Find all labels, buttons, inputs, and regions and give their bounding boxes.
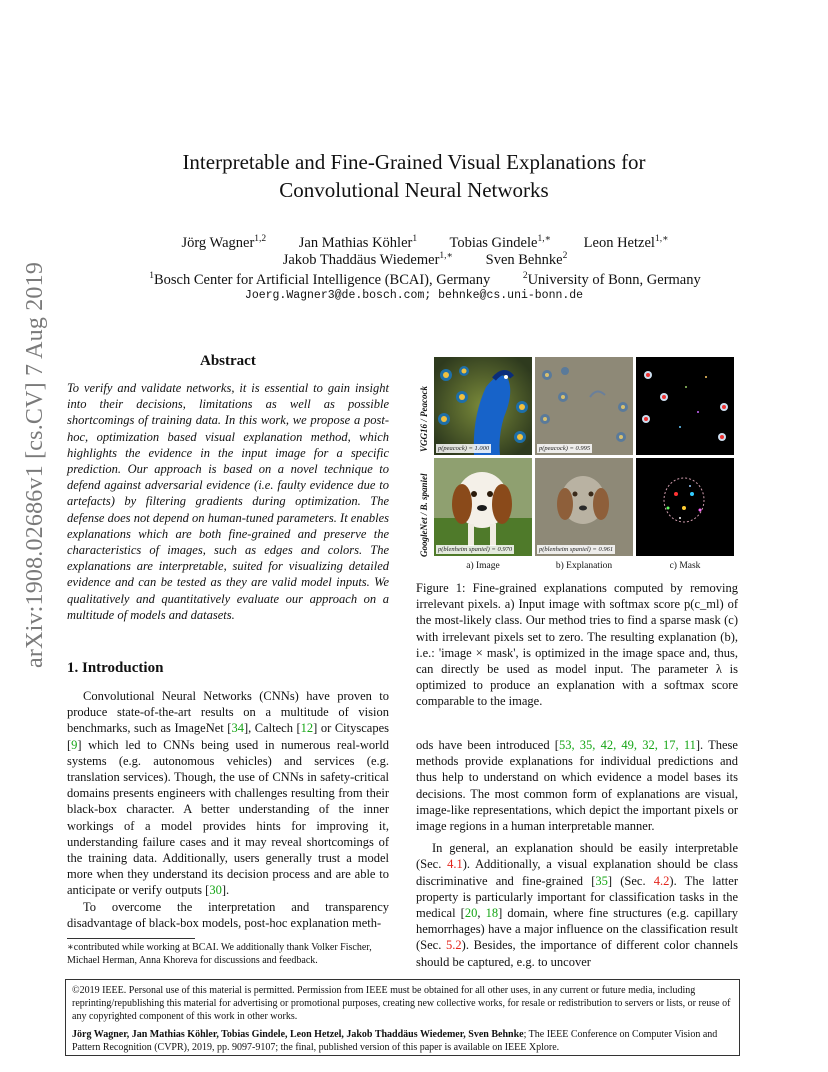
right-column-body [416,737,738,970]
paper-title [0,148,828,204]
spaniel-image-art [434,458,532,556]
affiliation-sup: 1 [149,271,154,281]
text-run: ). Besides, the importance of different color channels should be captured, e.g. to uncover [416,938,738,969]
citation-link[interactable]: 12 [300,721,314,736]
affiliation-1: Bosch Center for Artificial Intelligence (BCAI), Germany [153,271,491,288]
text-run: ). The latter property is particularly important for classification tasks in the medical [ [416,873,738,921]
affiliation-sup: 2 [522,271,528,281]
row-label-text: VGG16 / Peacock [419,386,429,452]
footnote-rule [67,938,195,939]
footnote: ∗contributed while working at BCAI. We additionally thank Volker Fischer, Michael Herman, Anna Khoreva for discussions and feedback. [67,942,372,966]
citation-link[interactable]: 53, 35, 42, 49, 32, 17, 11 [558,738,696,752]
affiliations [80,266,770,291]
figure-1 [416,357,738,577]
softmax-score: p(blenheim spaniel) = 0.970 [438,546,513,553]
text-run: ] (Sec. [607,873,654,888]
author-emails: Joerg.Wagner3@de.bosch.com; behnke@cs.uni-bonn.de [244,289,584,302]
spaniel-explanation [535,458,633,556]
citation-authors: Jörg Wagner, Jan Mathias Köhler, Tobias Gindele, Leon Hetzel, Jakob Thaddäus Wiedemer, Sven Behnke [72,1029,524,1040]
author-sup: 1,∗ [537,234,552,244]
text-run: ods have been introduced [ [416,738,559,752]
peacock-mask-art [636,357,734,455]
text-run: ). Additionally, a visual explanation should be class discriminative and fine-grained [ [416,857,738,888]
spaniel-mask [636,458,734,556]
peacock-mask [636,357,734,455]
text-run: ], Caltech [ [243,721,301,736]
arxiv-id: arXiv:1908.02686v1 [cs.CV] 7 Aug 2019 [22,261,48,668]
text-run: In general, an explanation should be easily interpretable (Sec. [416,841,738,872]
right-paragraph-1 [416,737,738,834]
citation-link[interactable]: 34 [231,721,244,736]
text-run: ] domain, where fine structures (e.g. capillary hemorrhages) have a major influence on the classification result (Sec. [416,906,738,953]
citation-link[interactable]: 35 [595,873,608,888]
author: Tobias Gindele [449,234,538,251]
section-link[interactable]: 4.1 [447,857,463,872]
text-run: Convolutional Neural Networks (CNNs) have proven to produce state-of-the-art results on a multitude of vision benchmarks, such as ImageNet [ [67,689,389,736]
peacock-image [434,357,532,455]
abstract-heading: Abstract [200,353,256,369]
author: Sven Behnke [485,251,563,268]
author: Jan Mathias Köhler [298,234,413,251]
author-sup: 1,∗ [654,234,669,244]
intro-paragraph-2: To overcome the interpretation and transparency disadvantage of black-box models, post-hoc explanation meth- [67,899,389,930]
column-caption-explanation: b) Explanation [555,561,613,571]
author: Jakob Thaddäus Wiedemer [282,251,440,268]
affiliation-2: University of Bonn, Germany [527,271,701,288]
author-sup: 1 [412,234,418,244]
softmax-score: p(peacock) = 1.000 [438,445,490,452]
intro-paragraph-1 [67,688,389,899]
author: Jörg Wagner [181,234,255,251]
citation-link[interactable]: 30 [209,883,222,898]
right-paragraph-2 [416,840,738,970]
text-run: ] or Cityscapes [ [67,721,389,752]
copyright-notice [65,979,740,1056]
peacock-explanation [535,357,633,455]
introduction-body [67,688,389,931]
softmax-score: p(peacock) = 0.995 [539,445,591,452]
column-caption-image: a) Image [466,561,500,571]
spaniel-image [434,458,532,556]
softmax-score: p(blenheim spaniel) = 0.961 [539,546,614,553]
author-sup: 1,2 [254,234,267,244]
spaniel-mask-art [636,458,734,556]
spaniel-explanation-art [535,458,633,556]
citation-link[interactable]: 9 [71,737,78,752]
abstract-text: To verify and validate networks, it is essential to gain insight into their decisions, limitations as well as possible shortcomings of training data. In this work, we propose a post-hoc, optimization based visual explanation method, which highlights the evidence in the input image for a specific prediction. Our approach is based on a novel technique to defend against adversarial evidence (i.e. faulty evidence due to artefacts) by filtering gradients during optimization. The defense does not depend on human-tuned parameters. It enables explanations which are both fine-grained and preserve the characteristics of images, such as edges and colors. The explanations are interpretable, suited for visualizing detailed evidence and can be tested as they are valid model inputs. We qualitatively and quantitatively evaluate our approach on a multitude of models and datasets. [67,381,389,622]
citation-line [72,1028,733,1054]
author-sup: 1,∗ [439,251,454,261]
text-run: ]. [221,883,230,898]
section-link[interactable]: 4.2 [653,873,670,888]
text-run: ]. These methods provide explanations for individual predictions and thus help to understand on which evidence a model bases its decisions. The most common form of explanations are visual, image-like representations, which depict the important pixels or image regions in a human interpretable manner. [416,738,738,834]
column-caption-mask: c) Mask [669,561,701,571]
citation-venue: ; The IEEE Conference on Computer Vision and Pattern Recognition (CVPR), 2019, pp. 9097-9107; the final, published version of this paper is available on IEEE Xplore. [72,1029,718,1053]
author-sup: 2 [562,251,568,261]
text-run: , [477,906,486,921]
title-line-1: Interpretable and Fine-Grained Visual Explanations for [182,150,646,174]
title-line-2: Convolutional Neural Networks [279,178,549,202]
citation-link[interactable]: 18 [485,906,499,921]
peacock-explanation-art [535,357,633,455]
section-heading-introduction: 1. Introduction [67,660,164,676]
text-run: ] which led to CNNs being used in numerous real-world systems (e.g. autonomous vehicles) and services (e.g. translation services). Though, the use of CNNs in safety-critical domains presents engineers with challenges resulting from their black-box character. A better understanding of the inner workings of a model provides hints for improving it, understanding failure cases and it may reveal shortcomings of the training data. Additionally, users generally trust a model more when they understand its decision process and are able to anticipate or verify outputs [ [67,737,389,898]
row-label-text: GoogleNet / B. spaniel [419,473,429,557]
copyright-line: ©2019 IEEE. Personal use of this material is permitted. Permission from IEEE must be obtained for all other uses, in any current or future media, including reprinting/republishing this material for advertising or promotional purposes, creating new collective works, for resale or redistribution to servers or lists, or reuse of any copyrighted component of this work in other works. [72,985,731,1022]
figure-1-caption: Figure 1: Fine-grained explanations computed by removing irrelevant pixels. a) Input image with softmax score p(c_ml) of the most-likely class. Our method tries to find a sparse mask (c) with irrelevant pixels set to zero. The resulting explanation (b), i.e.: 'image × mask', is optimized in the image space and, thus, can directly be used as model input. The parameter λ is optimized to produce an explanation with a softmax score comparable to the image. [416,581,738,709]
peacock-image-art [434,357,532,455]
section-link[interactable]: 5.2 [446,938,462,953]
author: Leon Hetzel [583,234,655,251]
citation-link[interactable]: 20 [464,906,478,921]
